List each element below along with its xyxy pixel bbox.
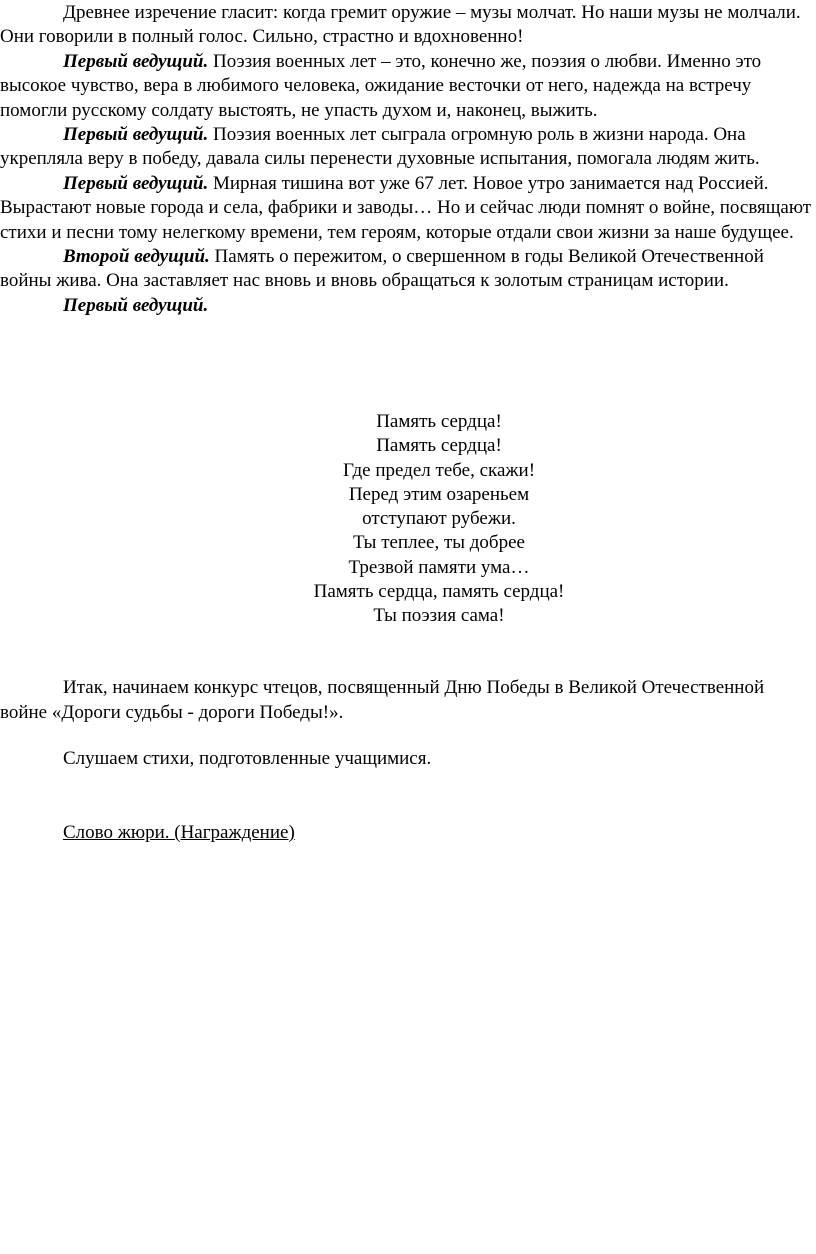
paragraph-text: Древнее изречение гласит: когда гремит оружие – музы молчат. Но наши музы не молчали. Они говорили в полный голос. Сильно, страстно и вдохновенно! bbox=[0, 2, 801, 48]
poem-line: отступают рубежи. bbox=[362, 508, 516, 530]
speaker-label: Первый ведущий. bbox=[63, 124, 209, 146]
paragraph-text: Память о пережитом, о свершенном в годы Великой Отечественной войны жива. Она заставляет нас вновь и вновь обращаться к золотым страницам истории. bbox=[0, 246, 764, 292]
intro-text bbox=[0, 1, 814, 318]
speaker-label: Второй ведущий. bbox=[63, 246, 210, 268]
poem bbox=[0, 410, 816, 629]
poem-line: Перед этим озареньем bbox=[348, 483, 530, 505]
paragraph-5 bbox=[0, 245, 814, 294]
paragraph-1 bbox=[0, 1, 814, 50]
paragraph-3 bbox=[0, 123, 814, 172]
paragraph-6 bbox=[0, 294, 814, 318]
speaker-label: Первый ведущий. bbox=[63, 50, 209, 72]
paragraph-text: Поэзия военных лет сыграла огромную роль в жизни народа. Она укрепляла веру в победу, давала силы перенести духовные испытания, помогала людям жить. bbox=[0, 124, 760, 170]
paragraph-text: Мирная тишина вот уже 67 лет. Новое утро занимается над Россией. Вырастают новые города и села, фабрики и заводы… Но и сейчас люди помнят о войне, посвящают стихи и песни тому нелегкому времени, тем героям, которые отдали свои жизни за наше будущее. bbox=[0, 172, 812, 243]
poem-line: Где предел тебе, скажи! bbox=[342, 459, 536, 481]
paragraph-4 bbox=[0, 172, 814, 245]
poem-line: Память сердца! bbox=[376, 435, 502, 457]
paragraph-2 bbox=[0, 50, 814, 123]
announcement-text: Итак, начинаем конкурс чтецов, посвященный Дню Победы в Великой Отечественной войне «Дороги судьбы - дороги Победы!». bbox=[0, 677, 765, 723]
speaker-label: Первый ведущий. bbox=[63, 172, 209, 194]
poem-line: Трезвой памяти ума… bbox=[348, 556, 530, 578]
jury-text: Слово жюри. (Награждение) bbox=[63, 822, 295, 843]
speaker-label: Первый ведущий. bbox=[63, 294, 209, 316]
contest-announcement bbox=[0, 675, 814, 725]
poem-line: Память сердца, память сердца! bbox=[313, 581, 565, 603]
listen-text: Слушаем стихи, подготовленные учащимися. bbox=[63, 748, 432, 769]
poem-line: Память сердца! bbox=[376, 411, 502, 432]
poem-line: Ты поэзия сама! bbox=[373, 605, 505, 627]
poem-line: Ты теплее, ты добрее bbox=[353, 532, 525, 554]
paragraph-text: Поэзия военных лет – это, конечно же, поэзия о любви. Именно это высокое чувство, вера в любимого человека, ожидание весточки от него, надежда на встречу помогли русскому солдату выстоять, не упасть духом и, наконец, выжить. bbox=[0, 50, 762, 121]
